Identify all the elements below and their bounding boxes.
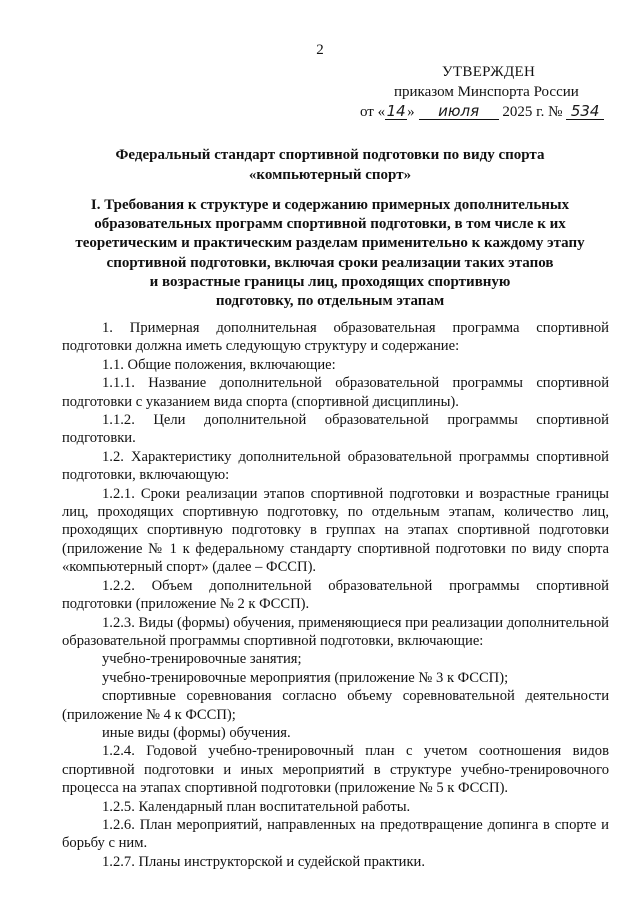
approval-order-line: приказом Минспорта России [394, 84, 579, 100]
section-line: спортивной подготовки, включая сроки реализации таких этапов [106, 254, 554, 271]
paragraph: учебно-тренировочные мероприятия (приложение № 3 к ФССП); [102, 669, 509, 686]
section-line: теоретическим и практическим разделам применительно к каждому этапу [75, 235, 585, 252]
paragraph: иные виды (формы) обучения. [102, 724, 291, 741]
date-mid: » [407, 104, 415, 120]
section-line: I. Требования к структуре и содержанию примерных дополнительных [90, 197, 570, 213]
paragraph: 1.1. Общие положения, включающие: [102, 356, 336, 373]
paragraph: 1.2.3. Виды (формы) обучения, применяющиеся при реализации дополнительной образовательной программы спортивной подготовки, включающие: [62, 614, 609, 649]
paragraph: 1.2.6. План мероприятий, направленных на предотвращение допинга в спорте и борьбу с ним. [62, 816, 609, 852]
section-heading [64, 196, 596, 311]
handwritten-month: июля [419, 104, 499, 120]
handwritten-order-number: 534 [566, 104, 604, 120]
approval-block [360, 62, 620, 122]
section-line: и возрастные границы лиц, проходящих спортивную [149, 273, 511, 290]
paragraph: 1.2.2. Объем дополнительной образовательной программы спортивной подготовки (приложение № 2 к ФССП). [62, 577, 609, 613]
page-number: 2 [316, 42, 324, 58]
paragraph: 1.1.2. Цели дополнительной образовательной программы спортивной подготовки. [62, 412, 609, 447]
paragraph: 1.1.1. Название дополнительной образовательной программы спортивной подготовки с указанием вида спорта (спортивной дисциплины). [62, 375, 609, 410]
date-prefix: от « [360, 104, 386, 120]
paragraph: 1.2. Характеристику дополнительной образовательной программы спортивной подготовки, включающую: [62, 448, 609, 484]
section-line: подготовку, по отдельным этапам [215, 293, 445, 310]
section-line: образовательных программ спортивной подготовки, в том числе к их [94, 216, 566, 233]
document-title [70, 145, 590, 185]
document-body [62, 319, 609, 871]
handwritten-day: 14 [386, 102, 406, 120]
paragraph: 1.2.1. Сроки реализации этапов спортивной подготовки и возрастные границы лиц, проходящих спортивную подготовку, по отдельным этапам, количество лиц, проходящих спортивную подготовку в группах на этапах спортивной подготовки (приложение № 1 к федеральному стандарту спортивной подготовки по виду спорта «компьютерный спорт» (далее – ФССП). [62, 485, 609, 576]
approval-heading: УТВЕРЖДЕН [442, 64, 536, 80]
title-line: «компьютерный спорт» [248, 167, 412, 183]
paragraph: 1. Примерная дополнительная образовательная программа спортивной подготовки должна иметь следующую структуру и содержание: [62, 320, 609, 355]
paragraph: 1.2.7. Планы инструкторской и судейской практики. [102, 853, 425, 870]
approval-date-line [360, 102, 620, 122]
paragraph: 1.2.5. Календарный план воспитательной работы. [102, 798, 411, 815]
date-year: 2025 г. № [502, 104, 563, 120]
paragraph: учебно-тренировочные занятия; [102, 651, 302, 668]
title-line: Федеральный стандарт спортивной подготовки по виду спорта [115, 147, 545, 163]
paragraph: спортивные соревнования согласно объему соревновательной деятельности (приложение № 4 к ФССП); [62, 688, 609, 723]
paragraph: 1.2.4. Годовой учебно-тренировочный план с учетом соотношения видов спортивной подготовки и иных мероприятий в структуре учебно-тренировочного процесса на этапах спортивной подготовки (приложение № 5 к ФССП). [62, 743, 609, 797]
